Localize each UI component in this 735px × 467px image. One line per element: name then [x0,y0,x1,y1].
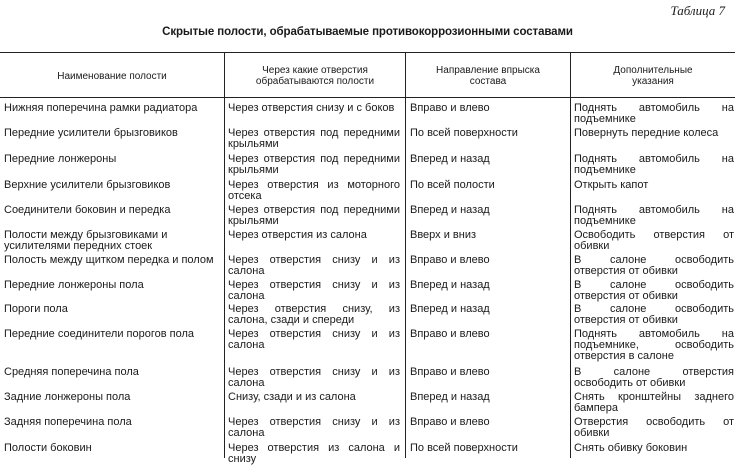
cavity-name: Передние лонжероны [4,153,117,165]
cavity-name: Пороги пола [4,303,68,315]
table-row [0,416,735,442]
openings: Через отверстия снизу и из салона [228,254,400,277]
table-row [0,391,735,416]
openings: Через отверстия под передними крыльями [228,204,400,227]
spray-direction: Вперед и назад [410,153,490,165]
notes: Открыть капот [574,179,649,191]
spray-direction: Вправо и влево [410,366,490,378]
notes: В салоне отверстия освободить от обивки [574,366,734,389]
spray-direction: Вправо и влево [410,416,490,428]
openings: Через отверстия снизу и из салона [228,416,400,439]
cavity-name: Передние соединители порогов пола [4,328,194,340]
table-row [0,153,735,179]
openings: Снизу, сзади и из салона [228,391,356,403]
notes: Поднять автомобиль на подъемнике [574,102,734,125]
cavity-name: Передние лонжероны пола [4,279,144,291]
openings: Через отверстия под передними крыльями [228,153,400,176]
notes: Поднять автомобиль на подъемнике, освободить отверстия в салоне [574,328,734,362]
table-number-label: Таблица 7 [670,3,725,18]
table-row [0,328,735,366]
notes: В салоне освободить отверстия от обивки [574,303,734,326]
openings: Через отверстия из салона и снизу [228,442,400,465]
cavity-name: Задняя поперечина пола [4,416,132,428]
cavity-name: Полости между брызговиками и усилителями передних стоек [4,229,168,252]
spray-direction: По всей полости [410,179,495,191]
notes: В салоне освободить отверстия от обивки [574,279,734,302]
table-row [0,366,735,391]
cavity-name: Нижняя поперечина рамки радиатора [4,102,198,114]
spray-direction: Вправо и влево [410,102,490,114]
spray-direction: По всей поверхности [410,442,518,454]
spray-direction: Вперед и назад [410,303,490,315]
openings: Через отверстия снизу, из салона, сзади и спереди [228,303,400,326]
openings: Через отверстия из салона [228,229,367,241]
spray-direction: Вверх и вниз [410,229,477,241]
table-row [0,102,735,127]
table-row [0,279,735,303]
openings: Через отверстия снизу и из салона [228,328,400,351]
notes: Отверстия освободить от обивки [574,416,734,439]
column-header-name: Наименование полости [57,70,167,82]
spray-direction: Вперед и назад [410,279,490,291]
openings: Через отверстия снизу и из салона [228,366,400,389]
table-row [0,303,735,328]
column-header-notes: Дополнительные указания [613,65,693,87]
notes: Поднять автомобиль на подъемнике [574,153,734,176]
table-row [0,254,735,279]
spray-direction: Вперед и назад [410,391,490,403]
cavity-name: Задние лонжероны пола [4,391,131,403]
table-body [0,102,735,467]
openings: Через отверстия из моторного отсека [228,179,400,202]
notes: Освободить отверстия от обивки [574,229,734,252]
notes: Снять обивку боковин [574,442,688,454]
cavity-name: Средняя поперечина пола [4,366,139,378]
header-bottom-border [0,97,735,98]
cavity-name: Передние усилители брызговиков [4,127,178,139]
table-row [0,127,735,153]
table-row [0,229,735,254]
cavity-name: Полость между щитком передка и полом [4,254,214,266]
spray-direction: Вперед и назад [410,204,490,216]
table-row [0,442,735,467]
notes: Поднять автомобиль на подъемнике [574,204,734,227]
table-title: Скрытые полости, обрабатываемые противокоррозионными составами [162,26,573,38]
notes: Повернуть передние колеса [574,127,719,139]
cavity-name: Полости боковин [4,442,92,454]
column-header-openings: Через какие отверстия обрабатываются полости [255,65,375,87]
table-row [0,204,735,229]
table-top-border [0,52,735,53]
column-header-direction: Направление впрыска состава [436,65,540,87]
openings: Через отверстия под передними крыльями [228,127,400,150]
spray-direction: Вправо и влево [410,254,490,266]
openings: Через отверстия снизу и с боков [228,102,395,114]
cavity-name: Соединители боковин и передка [4,204,171,216]
cavity-name: Верхние усилители брызговиков [4,179,171,191]
spray-direction: По всей поверхности [410,127,518,139]
spray-direction: Вправо и влево [410,328,490,340]
table-row [0,179,735,204]
notes: Снять кронштейны заднего бампера [574,391,734,414]
openings: Через отверстия снизу и из салона [228,279,400,302]
notes: В салоне освободить отверстия от обивки [574,254,734,277]
